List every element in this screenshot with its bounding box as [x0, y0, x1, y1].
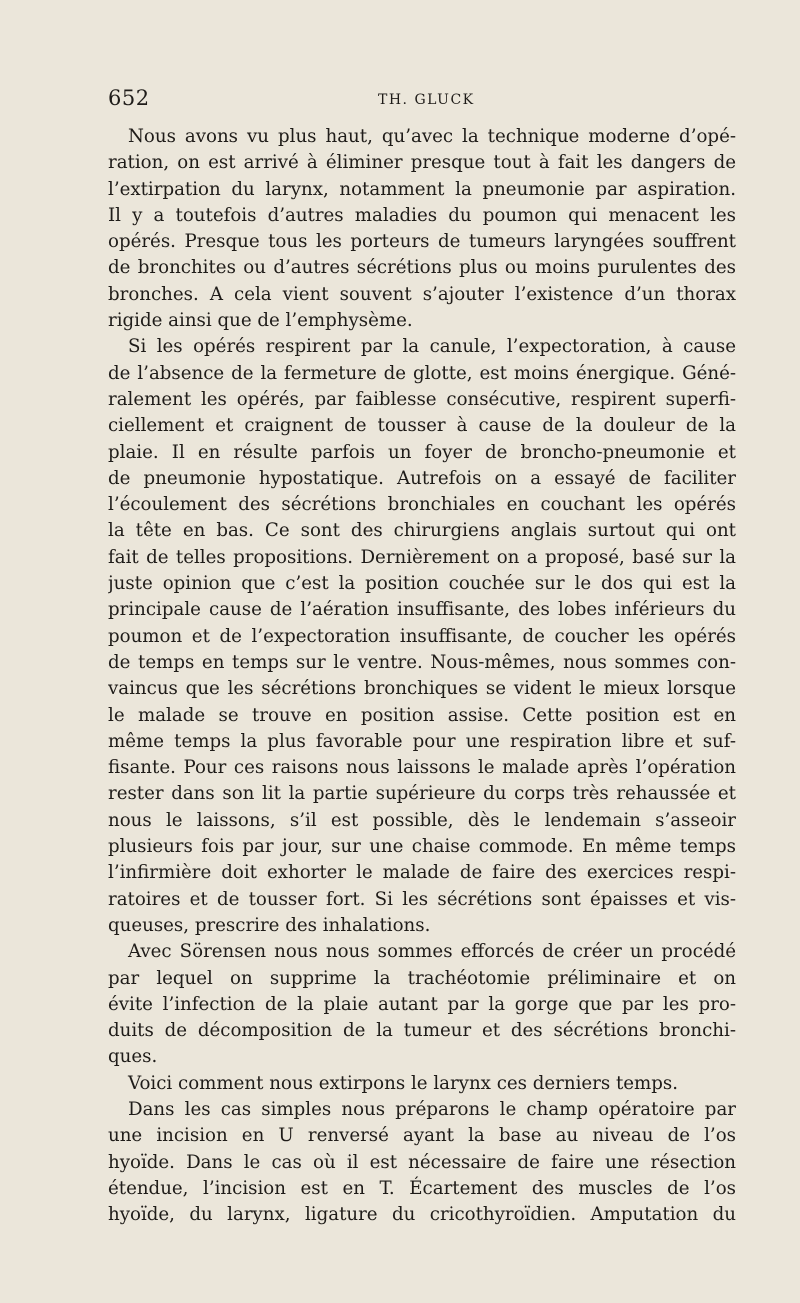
text-line: plusieurs fois par jour, sur une chaise commode. En même temps: [108, 836, 736, 858]
text-line: Voici comment nous extirpons le larynx ces derniers temps.: [128, 1072, 679, 1094]
text-line: ration, on est arrivé à éliminer presque tout à fait les dangers de: [108, 152, 736, 174]
text-line: hyoïde, du larynx, ligature du cricothyroïdien. Amputation du: [108, 1204, 736, 1226]
text-line: fisante. Pour ces raisons nous laissons le malade après l’opération: [108, 757, 736, 779]
text-line: même temps la plus favorable pour une respiration libre et suf-: [108, 730, 736, 752]
text-line: rigide ainsi que de l’emphysème.: [108, 310, 413, 332]
text-line: Nous avons vu plus haut, qu’avec la technique moderne d’opé-: [128, 126, 736, 147]
running-head: TH. GLUCK: [378, 92, 475, 108]
text-line: le malade se trouve en position assise. Cette position est en: [108, 704, 736, 726]
text-line: évite l’infection de la plaie autant par la gorge que par les pro-: [108, 993, 736, 1015]
text-line: de pneumonie hypostatique. Autrefois on a essayé de faciliter: [108, 467, 736, 489]
text-line: nous le laissons, s’il est possible, dès le lendemain s’asseoir: [108, 809, 736, 831]
text-line: Si les opérés respirent par la canule, l’expectoration, à cause: [128, 336, 736, 358]
text-line: une incision en U renversé ayant la base au niveau de l’os: [108, 1125, 736, 1147]
text-line: vaincus que les sécrétions bronchiques se vident le mieux lorsque: [108, 678, 736, 700]
text-line: poumon et de l’expectoration insuffisante, de coucher les opérés: [108, 625, 736, 647]
text-line: l’écoulement des sécrétions bronchiales en couchant les opérés: [108, 494, 736, 516]
text-line: queuses, prescrire des inhalations.: [108, 914, 431, 936]
text-line: de temps en temps sur le ventre. Nous-mêmes, nous sommes con-: [108, 651, 736, 673]
text-line: de l’absence de la fermeture de glotte, est moins énergique. Géné-: [108, 362, 736, 384]
text-line: opérés. Presque tous les porteurs de tumeurs laryngées souffrent: [108, 231, 736, 253]
text-line: plaie. Il en résulte parfois un foyer de broncho-pneumonie et: [108, 441, 736, 463]
text-line: rester dans son lit la partie supérieure du corps très rehaussée et: [108, 783, 736, 805]
text-line: bronches. A cela vient souvent s’ajouter l’existence d’un thorax: [108, 283, 736, 305]
text-line: fait de telles propositions. Dernièrement on a proposé, basé sur la: [108, 546, 736, 568]
text-line: hyoïde. Dans le cas où il est nécessaire de faire une résection: [108, 1151, 736, 1173]
text-line: Il y a toutefois d’autres maladies du poumon qui menacent les: [108, 204, 736, 226]
text-line: de bronchites ou d’autres sécrétions plus ou moins purulentes des: [108, 257, 736, 279]
text-line: ciellement et craignent de tousser à cause de la douleur de la: [108, 415, 736, 437]
page-number: 652: [108, 86, 150, 110]
text-line: ratoires et de tousser fort. Si les sécrétions sont épaisses et vis-: [108, 888, 736, 910]
text-line: étendue, l’incision est en T. Écartement des muscles de l’os: [108, 1177, 736, 1199]
text-line: ralement les opérés, par faiblesse consécutive, respirent superfi-: [108, 388, 736, 410]
text-line: ques.: [108, 1046, 158, 1068]
text-line: par lequel on supprime la trachéotomie préliminaire et on: [108, 967, 736, 989]
text-line: Dans les cas simples nous préparons le champ opératoire par: [128, 1098, 736, 1120]
text-line: principale cause de l’aération insuffisante, des lobes inférieurs du: [108, 599, 736, 621]
text-line: Avec Sörensen nous nous sommes efforcés de créer un procédé: [128, 941, 736, 963]
text-line: la tête en bas. Ce sont des chirurgiens anglais surtout qui ont: [108, 520, 736, 542]
text-line: l’extirpation du larynx, notamment la pneumonie par aspiration.: [108, 178, 736, 200]
page-header: [108, 86, 736, 114]
text-line: l’infirmière doit exhorter le malade de faire des exercices respi-: [108, 862, 736, 884]
text-line: juste opinion que c’est la position couchée sur le dos qui est la: [108, 573, 736, 595]
body-text: [108, 124, 736, 1228]
text-line: duits de décomposition de la tumeur et des sécrétions bronchi-: [108, 1020, 736, 1042]
